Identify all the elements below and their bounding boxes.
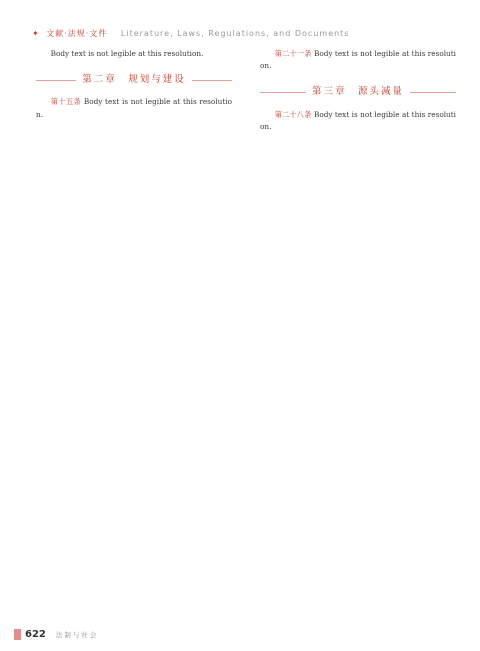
section-label: 文献·法规·文件 bbox=[46, 29, 108, 38]
chapter-rule-left bbox=[260, 92, 306, 93]
article-number: 第二十一条 bbox=[274, 49, 312, 58]
chapter-title: 第二章 规划与建设 bbox=[82, 74, 186, 86]
article bbox=[36, 96, 232, 120]
left-column bbox=[36, 48, 232, 123]
chapter-heading bbox=[36, 74, 232, 86]
page-number: 622 bbox=[25, 629, 46, 640]
right-column bbox=[260, 48, 456, 135]
footer-mark bbox=[14, 629, 21, 640]
chapter-rule-left bbox=[36, 80, 76, 81]
paragraph: Body text is not legible at this resolution. bbox=[50, 49, 204, 58]
header-ornament-icon: ✦ bbox=[32, 29, 40, 38]
chapter-rule-right bbox=[192, 80, 232, 81]
article-text: Body text is not legible at this resolution. bbox=[260, 109, 457, 131]
article-number: 第二十八条 bbox=[274, 109, 312, 119]
journal-name: 法制与社会 bbox=[55, 631, 99, 639]
article-text: Body text is not legible at this resolution. bbox=[36, 97, 233, 119]
article bbox=[260, 109, 456, 133]
chapter-heading bbox=[260, 86, 456, 98]
section-subtitle: Literature, Laws, Regulations, and Documents bbox=[120, 29, 350, 38]
chapter-title: 第三章 源头减量 bbox=[312, 86, 405, 98]
chapter-rule-right bbox=[410, 92, 456, 93]
article-number: 第十五条 bbox=[50, 97, 82, 107]
page-footer bbox=[14, 629, 98, 640]
article-text: Body text is not legible at this resolution. bbox=[260, 49, 457, 71]
article bbox=[260, 48, 456, 72]
page-header bbox=[32, 28, 452, 39]
